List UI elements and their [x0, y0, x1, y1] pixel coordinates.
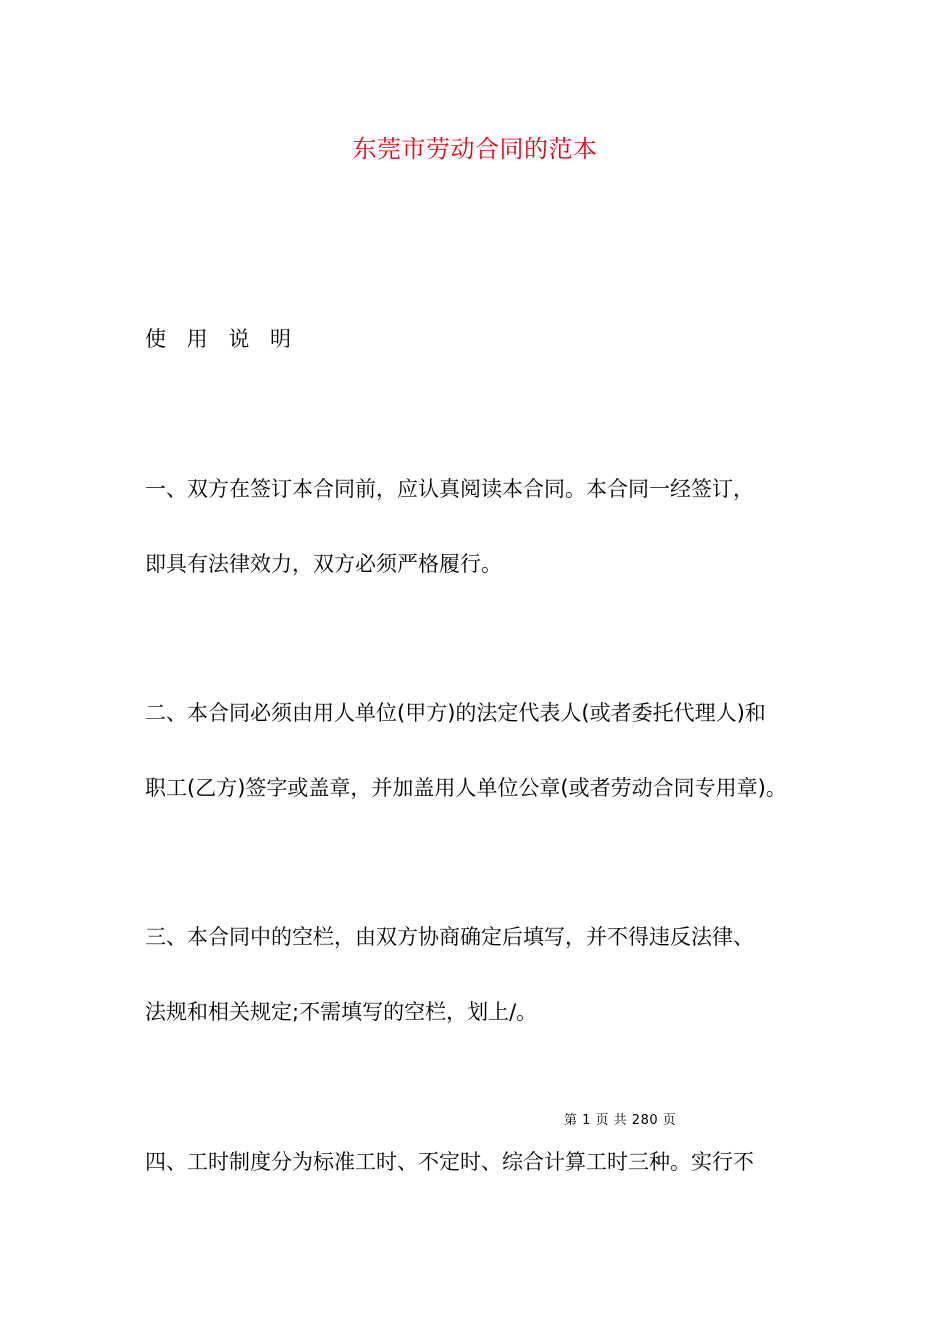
paragraph-4-line-1: 四、工时制度分为标准工时、不定时、综合计算工时三种。实行不	[145, 1150, 754, 1174]
paragraph-1-line-2: 即具有法律效力，双方必须严格履行。	[145, 552, 502, 576]
paragraph-3-line-2: 法规和相关规定;不需填写的空栏，划上/。	[145, 1000, 538, 1024]
paragraph-3-line-1: 三、本合同中的空栏，由双方协商确定后填写，并不得违反法律、	[145, 925, 754, 949]
paragraph-1-line-1: 一、双方在签订本合同前，应认真阅读本合同。本合同一经签订，	[145, 477, 754, 501]
paragraph-2-line-1: 二、本合同必须由用人单位(甲方)的法定代表人(或者委托代理人)和	[145, 701, 766, 725]
document-title: 东莞市劳动合同的范本	[352, 135, 598, 163]
section-heading: 使 用 说 明	[145, 327, 299, 351]
page-number-footer: 第 1 页 共 280 页	[564, 1113, 677, 1128]
paragraph-2-line-2: 职工(乙方)签字或盖章，并加盖用人单位公章(或者劳动合同专用章)。	[145, 776, 787, 800]
